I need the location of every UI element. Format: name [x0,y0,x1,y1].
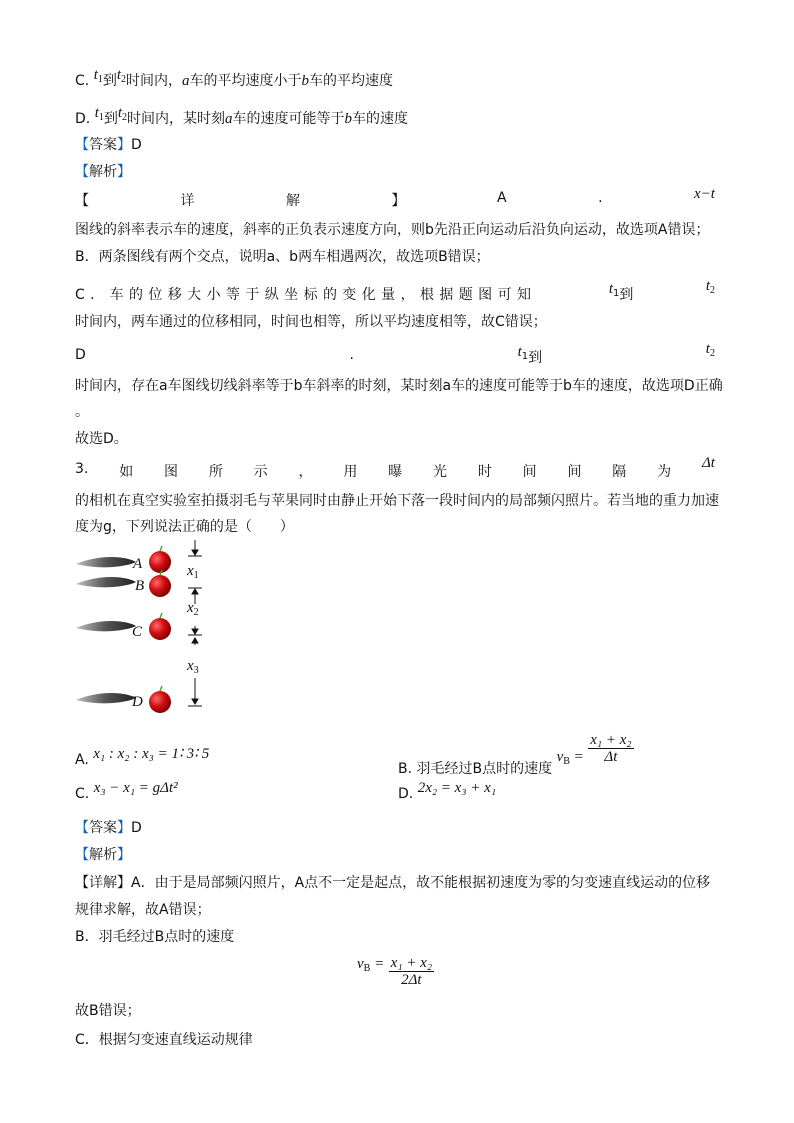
option-label: D. [398,786,418,802]
q3-detail-c: C．根据匀变速直线运动规律 [75,1032,253,1048]
text: A [497,190,507,206]
option-a-q3 [75,746,210,769]
feather-d-icon [76,693,136,703]
analysis-tag: 解析 [89,847,117,863]
bracket: 【 [75,137,89,153]
option-expr: x₃ − x₁ = gΔt² [93,780,178,796]
label-a: A [133,556,143,572]
math-t1: $t_1$ [93,67,103,85]
math-t2: $t_2$ [117,105,128,123]
text: . [349,347,354,363]
bracket: 】 [117,847,131,863]
apple-a-icon [149,546,171,573]
option-d-q2 [75,105,409,129]
text: 解 [286,193,300,209]
math-dt: Δt [701,455,715,471]
text: 隔 [612,464,627,480]
text: 曝 [388,464,403,480]
answer-value: D [131,137,142,153]
text: 所 [208,464,223,480]
text: 车的平均速度 [309,73,394,89]
math-t2: $t_2$ [705,278,715,296]
q3-stem-line1 [75,455,715,481]
fraction: $\frac{\text{x₁ + x₂}}{2\Delta t}$ [390,955,433,988]
text: 时间内， [126,73,183,89]
detail-c-line [75,278,715,305]
option-c-q2 [75,67,394,91]
text: 到 [102,73,117,89]
math-t2: $t_2$ [116,67,127,85]
bracket: 】 [117,164,131,180]
apple-b-icon [149,570,171,597]
math-t1-to: $t^1$到 [517,344,543,366]
option-label: D. [75,111,95,127]
var-b: b [344,111,353,127]
detail-a-text: 图线的斜率表示车的速度，斜率的正负表示速度方向，则b先沿正向运动后沿负向运动，故选项A错误； [75,222,710,238]
detail-d-text2: 时间内，存在a车图线切线斜率等于b车斜率的时刻，某时刻a车的速度可能等于b车的速度，故选项D正确 [75,378,723,394]
label-c: C [132,624,143,640]
q3-vb-equation [357,955,434,988]
text: D [75,347,86,363]
option-label: A. [75,752,94,768]
text: 到 [103,111,118,127]
var-a: a [182,73,190,89]
text: ， [298,464,313,480]
option-c-q3 [75,780,178,803]
text: 为 [657,464,672,480]
option-label: C. [75,786,94,802]
option-b-q3 [398,732,634,777]
text: 示 [253,464,268,480]
text: 车的平均速度小于 [189,73,302,89]
text: . [598,190,603,206]
text: 车的速度可能等于 [232,111,345,127]
text: 光 [432,464,447,480]
text: 时 [477,464,492,480]
var-b: b [301,73,310,89]
text: 详 [180,193,195,209]
analysis-tag-q3 [75,844,131,864]
bracket: 【 [75,847,89,863]
detail-c-text2: 时间内，两车通过的位移相同，时间也相等，所以平均速度相等，故C错误； [75,314,547,330]
var-a: a [225,111,233,127]
text: 间 [522,464,537,480]
vb: $v_B$ = [556,748,584,767]
analysis-tag-q2 [75,161,131,181]
detail-d-text3: 。 [75,404,89,420]
detail-d-line [75,341,715,368]
option-expr: 2x₂ = x₃ + x₁ [417,780,497,796]
vb-lhs: $v_B$ = [357,955,385,974]
bracket: 【 [75,164,89,180]
answer-tag: 答案 [89,820,117,836]
q3-detail-a1: 【详解】A．由于是局部频闪照片，A点不一定是起点，故不能根据初速度为零的匀变速直线运动的位移 [75,875,711,891]
q3-detail-b2: 故B错误； [75,1003,141,1019]
fraction: $\frac{\text{x₁ + x₂}}{\Delta t}$ [590,732,632,765]
bracket: 【 [75,820,89,836]
bracket: 】 [117,820,131,836]
bracket: 【 [75,193,89,209]
math-t1: $t_1$ [94,105,104,123]
bracket: 】 [117,137,131,153]
answer-line-q3 [75,817,142,837]
label-x3: $x_3$ [187,658,199,676]
answer-line-q2 [75,134,142,154]
math-t1-to: $t^1$到 [608,281,634,303]
feather-b-icon [76,577,136,587]
apple-d-icon [149,686,171,713]
choose-line: 故选D。 [75,431,128,447]
option-d-q3 [398,780,497,803]
detail-c-text: C．车的位移大小等于纵坐标的变化量，根据题图可知 [75,287,537,303]
analysis-tag: 解析 [89,164,117,180]
text: 间 [567,464,582,480]
detail-line-q2 [75,186,715,210]
text: 用 [343,464,358,480]
option-label: B. 羽毛经过B点时的速度 [398,760,553,777]
question-number: 3. [75,461,89,477]
label-x1: $x_1$ [187,563,199,581]
text: 时间内，某时刻 [127,111,226,127]
feather-c-icon [76,621,136,631]
q3-detail-b1: B．羽毛经过B点时的速度 [75,929,235,945]
q3-stem-line2: 的相机在真空实验室拍摄羽毛与苹果同时由静止开始下落一段时间内的局部频闪照片。若当地的重力加速 [75,493,719,509]
math-t2: $t_2$ [705,341,715,359]
text: 车的速度 [352,111,409,127]
q3-stem-line3: 度为g，下列说法正确的是（ ） [75,519,294,535]
q3-detail-a2: 规律求解，故A错误； [75,902,211,918]
text: 如 [119,464,134,480]
apple-c-icon [149,613,171,640]
option-label: C. [75,73,94,89]
label-b: B [135,578,145,594]
feather-a-icon [76,557,136,567]
answer-tag: 答案 [89,137,117,153]
math-x-t: x−t [694,186,715,202]
detail-b-text: B．两条图线有两个交点，说明a、b两车相遇两次，故选项B错误； [75,249,490,265]
label-d: D [132,694,143,710]
label-x2: $x_2$ [187,600,199,618]
answer-value: D [131,820,142,836]
option-expr: x₁ : x₂ : x₃ = 1∶ 3∶ 5 [93,746,210,762]
bracket: 】 [391,193,406,209]
text: 图 [164,464,179,480]
